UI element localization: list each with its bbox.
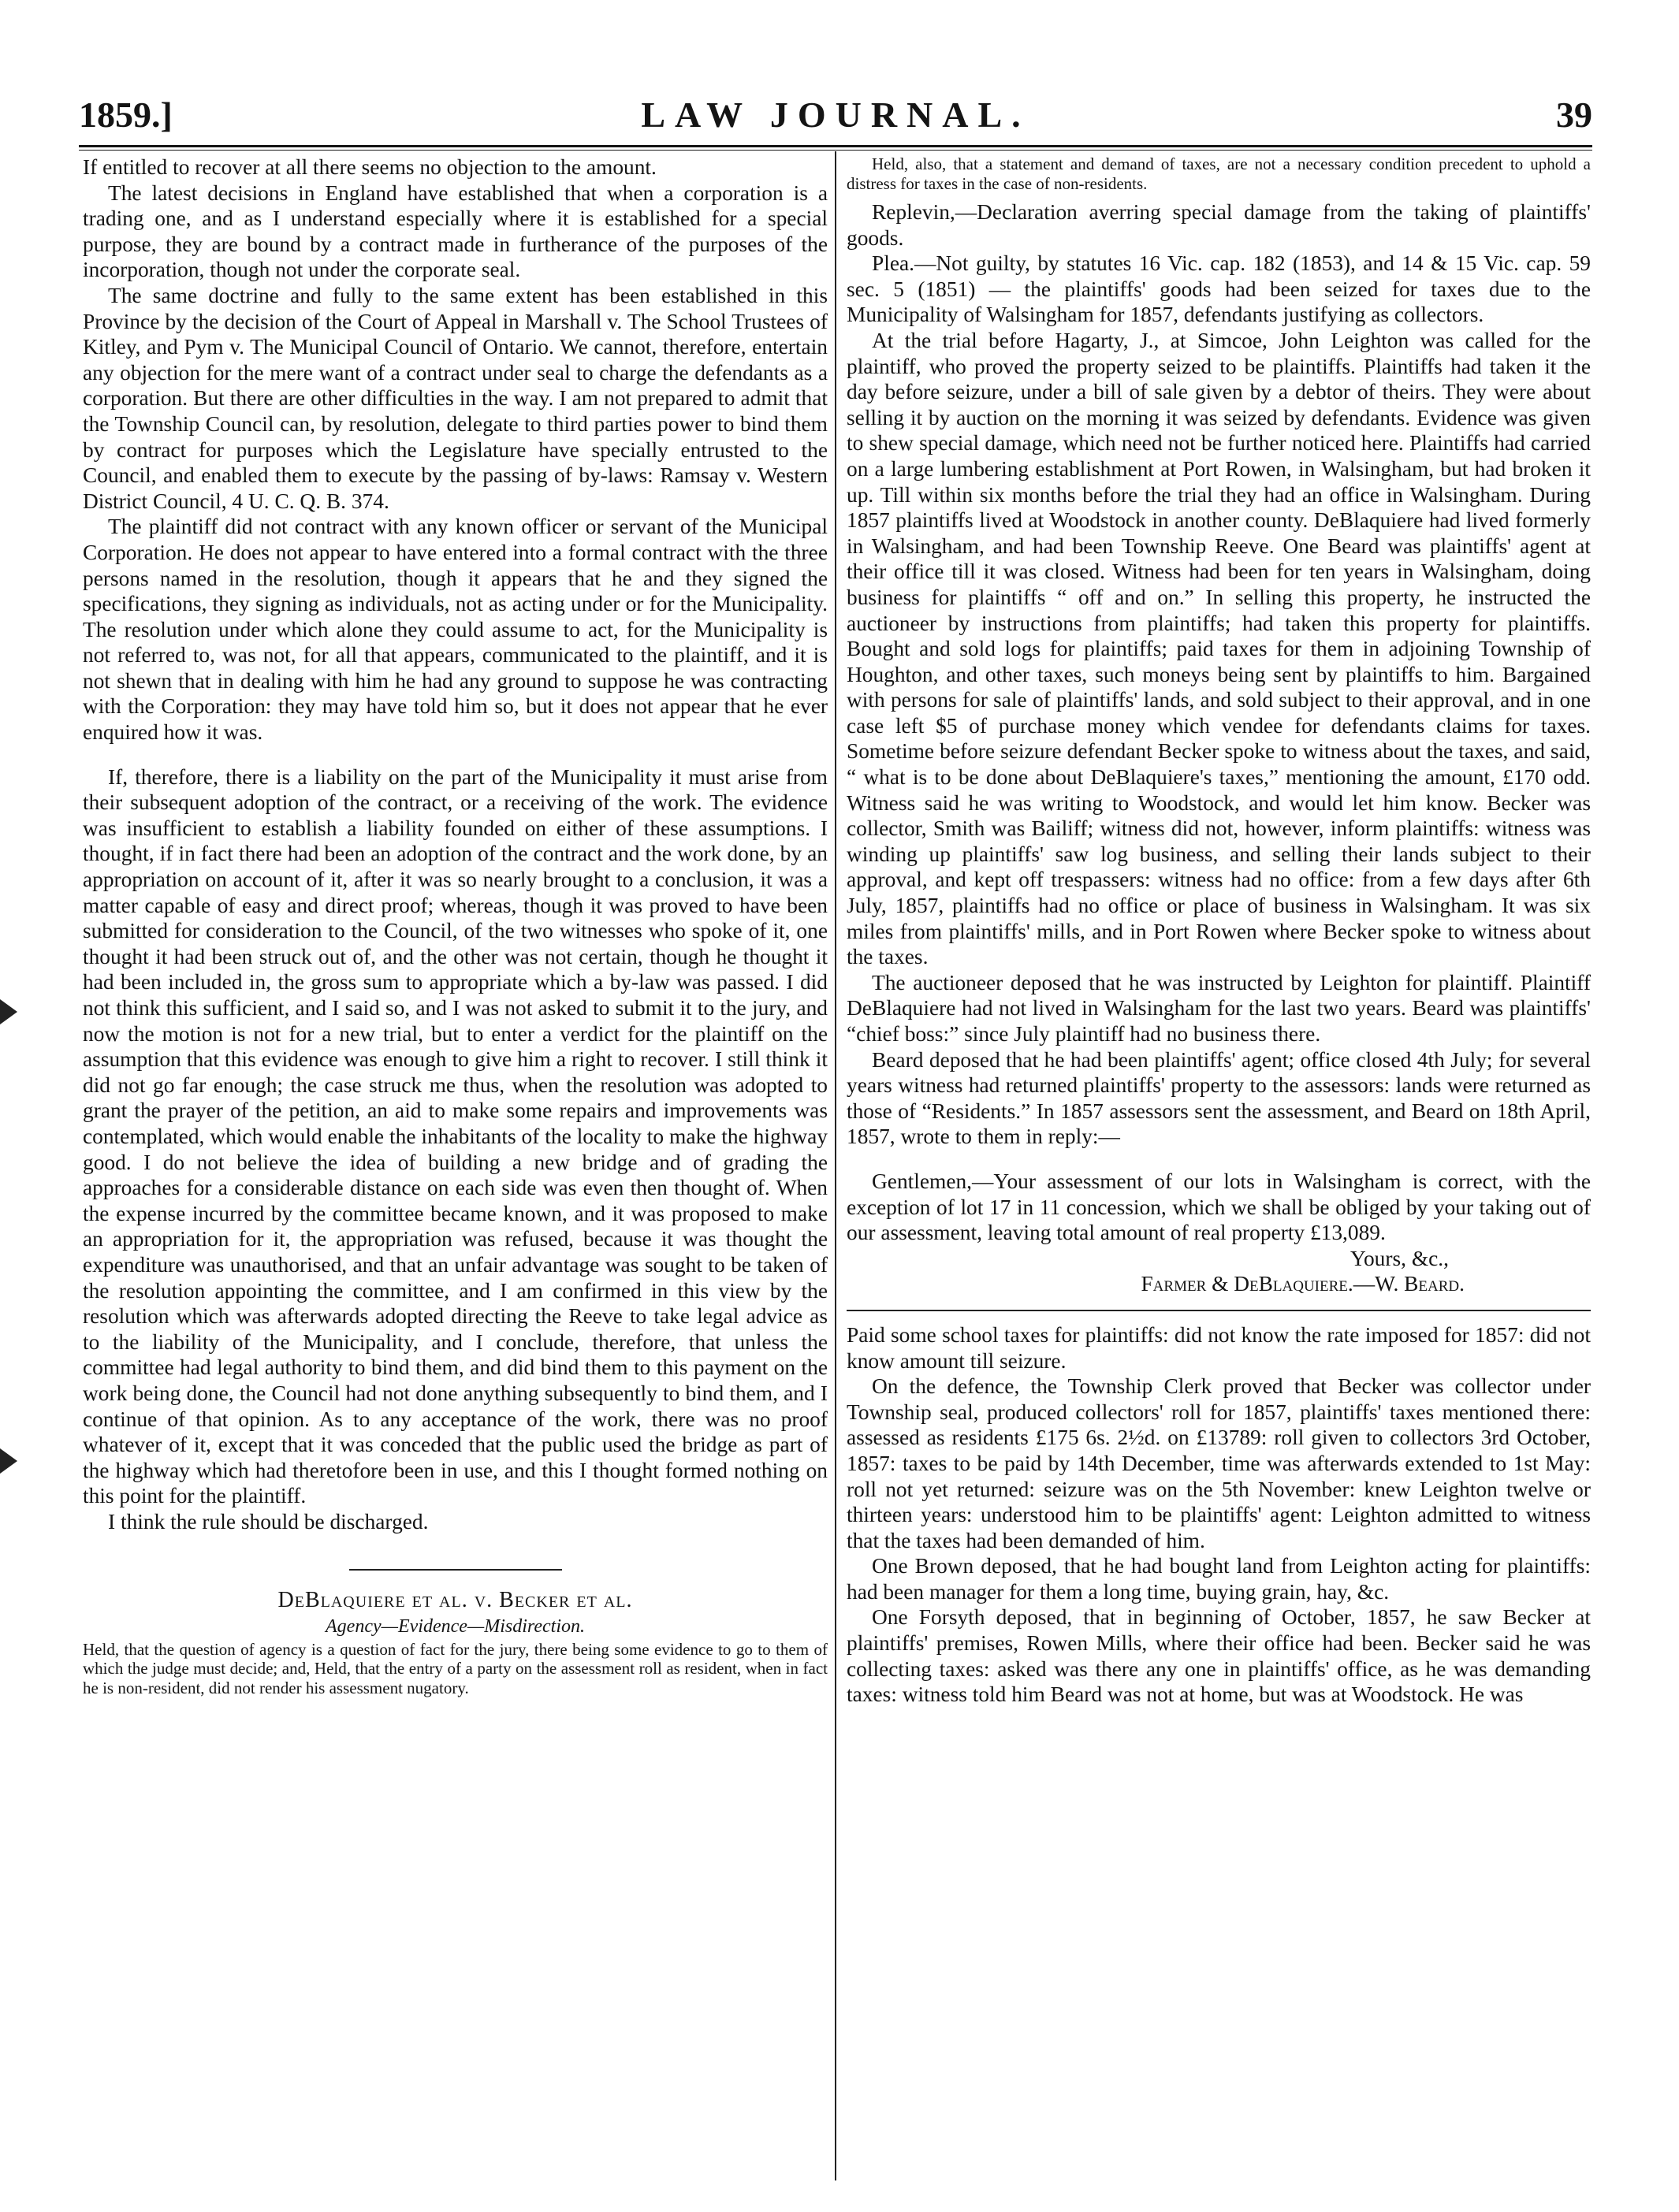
paragraph: Paid some school taxes for plaintiffs: did not know the rate imposed for 1857: did not know amount till seizure. bbox=[847, 1322, 1591, 1373]
running-header bbox=[79, 93, 1592, 140]
paragraph: On the defence, the Township Clerk proved that Becker was collector under Township seal, produced collectors' roll for 1857, plaintiffs' taxes mentioned there: assessed as residents £175 6s. 2½d. on £13789: roll given to collectors 3rd October, 1857: taxes to be paid by 14th December, time was afterwards extended to 1st May: roll not yet returned: seizure was on the 5th November: knew Leighton twelve or thirteen years: understood him to be plaintiffs' agent: Leighton admitted to witness that the taxes had been demanded of him. bbox=[847, 1374, 1591, 1552]
paragraph: Replevin,—Declaration averring special damage from the taking of plaintiffs' goods. bbox=[847, 200, 1591, 250]
scan-margin-mark bbox=[0, 1448, 17, 1474]
column-divider bbox=[835, 151, 836, 2180]
case-subtitle: Agency—Evidence—Misdirection. bbox=[326, 1616, 585, 1638]
paragraph: I think the rule should be discharged. bbox=[108, 1509, 429, 1534]
paragraph: Beard deposed that he had been plaintiffs' agent; office closed 4th July; for several years witness had returned plaintiffs' property to the assessors: lands were returned as those of “Residents.” In 1857 assessors sent the assessment, and Beard on 18th April, 1857, wrote to them in reply:— bbox=[847, 1047, 1591, 1149]
letter-rule bbox=[847, 1310, 1591, 1311]
headnote-continued: Held, also, that a statement and demand of taxes, are not a necessary condition precedent to uphold a distress for taxes in the case of non-residents. bbox=[847, 154, 1591, 193]
headnote: Held, that the question of agency is a question of fact for the jury, there being some evidence to go to them of which the judge must decide; and, Held, that the entry of a party on the assessment roll as resident, when in fact he is non-resident, did not render his assessment nugatory. bbox=[83, 1639, 828, 1697]
scan-margin-mark bbox=[0, 999, 17, 1024]
paragraph: The latest decisions in England have established that when a corporation is a trading one, and as I understand especially where it is established for a special purpose, they are bound by a contract made in furtherance of the purposes of the incorporation, though not under the corporate seal. bbox=[83, 180, 828, 282]
paragraph: Plea.—Not guilty, by statutes 16 Vic. cap. 182 (1853), and 14 & 15 Vic. cap. 59 sec. 5 (1851) — the plaintiffs' goods had been seized for taxes due to the Municipality of Walsingham for 1857, defendants justifying as collectors. bbox=[847, 251, 1591, 327]
paragraph: If entitled to recover at all there seems no objection to the amount. bbox=[83, 155, 657, 179]
letter-close: Yours, &c., bbox=[1350, 1246, 1449, 1270]
paragraph: If, therefore, there is a liability on the part of the Municipality it must arise from their subsequent adoption of the contract, or a receiving of the work. The evidence was insufficient to establish a liability founded on either of these assumptions. I thought, if in fact there had been an adoption of the contract and the work done, by an appropriation on account of it, after it was so nearly brought to a conclusion, it was a matter capable of easy and direct proof; whereas, though it was proved to have been submitted for consideration to the Council, of the two witnesses who spoke of it, one thought it had been struck out of, and the other was not certain, though he thought it had been included in, the gross sum to appropriate which a by-law was passed. I did not think this sufficient, and I said so, and I was not asked to submit it to the jury, and now the motion is not for a new trial, but to enter a verdict for the plaintiff on the assumption that this evidence was enough to give him a right to recover. I still think it did not go far enough; the case struck me thus, when the resolution was adopted to grant the prayer of the petition, an aid to make some repairs and improvements was contemplated, which would enable the inhabitants of the locality to make the highway good. I do not believe the idea of building a new bridge and of grading the approaches for a considerable distance on each side was even then thought of. When the expense incurred by the committee became known, and it was proposed to make an appropriation for it, the appropriation was refused, because it was thought the expenditure was unauthorised, and that an unfair advantage was sought to be taken of the resolution appointing the committee, and I am confirmed in this view by the resolution which was afterwards adopted directing the Reeve to take legal advice as to the liability of the Municipality, and I conclude, therefore, that unless the committee had legal authority to bind them, and did bind them to this payment on the work being done, the Council had not done anything subsequently to bind them, and I continue of that opinion. As to any acceptance of the work, there was no proof whatever of it, except that it was conceded that the public used the bridge as part of the highway which had theretofore been in use, and this I thought formed nothing on this point for the plaintiff. bbox=[83, 764, 828, 1508]
letter-body: Gentlemen,—Your assessment of our lots in Walsingham is correct, with the exception of lot 17 in 11 concession, which we shall be obliged by your taking out of our assessment, leaving total amount of real property £13,089. bbox=[847, 1169, 1591, 1245]
paragraph: At the trial before Hagarty, J., at Simcoe, John Leighton was called for the plaintiff, who proved the property seized to be plaintiffs. Plaintiffs had taken it the day before seizure, under a bill of sale given by a debtor of theirs. They were about selling it by auction on the morning it was seized by defendants. Evidence was given to shew special damage, which need not be further noticed here. Plaintiffs had carried on a large lumbering establishment at Port Rowen, in Walsingham, but had broken it up. Till within six months before the trial they had an office in Walsingham. During 1857 plaintiffs lived at Woodstock in another county. DeBlaquiere had lived formerly in Walsingham, and had been Township Reeve. One Beard was plaintiffs' agent at their office till it was closed. Witness had been for ten years in Walsingham, doing business for plaintiffs “ off and on.” In selling this property, he instructed the auctioneer by instructions from plaintiffs; had taken this property for plaintiffs. Bought and sold logs for plaintiffs; paid taxes for them in adjoining Township of Houghton, and other taxes, such moneys being sent by plaintiffs to him. Bargained with persons for sale of plaintiffs' lands, and sold subject to their approval, and in one case left $5 of purchase money which vendee for defendants claims for taxes. Sometime before seizure defendant Becker spoke to witness about the taxes, and said, “ what is to be done about DeBlaquiere's taxes,” mentioning the amount, £170 odd. Witness said he was writing to Woodstock, and would let him know. Becker was collector, Smith was Bailiff; witness did not, however, inform plaintiffs: witness was winding up plaintiffs' saw log business, and selling their lands subject to their approval, and kept off trespassers: witness had no office: from a few days after 6th July, 1857, plaintiffs had no office or place of business in Walsingham. It was six miles from plaintiffs' mills, and in Port Rowen where Becker spoke to witness about the taxes. bbox=[847, 328, 1591, 969]
header-year: 1859.] bbox=[79, 95, 173, 135]
page-number: 39 bbox=[1556, 95, 1592, 135]
right-column bbox=[847, 154, 1591, 1708]
case-title: DeBlaquiere et al. v. Becker et al. bbox=[277, 1588, 633, 1613]
section-separator bbox=[349, 1569, 562, 1571]
left-column bbox=[83, 154, 828, 1697]
paragraph: One Brown deposed, that he had bought land from Leighton acting for plaintiffs: had been manager for them a long time, buying grain, hay, &c. bbox=[847, 1554, 1591, 1604]
header-rule bbox=[79, 145, 1592, 147]
paragraph: One Forsyth deposed, that in beginning of October, 1857, he saw Becker at plaintiffs' premises, Rowen Mills, where their office had been. Becker said he was collecting taxes: asked was there any one in plaintiffs' office, as he was demanding taxes: witness told him Beard was not at home, but was at Woodstock. He was bbox=[847, 1605, 1591, 1707]
paragraph: The same doctrine and fully to the same extent has been established in this Province by the decision of the Court of Appeal in Marshall v. The School Trustees of Kitley, and Pym v. The Municipal Council of Ontario. We cannot, therefore, entertain any objection for the mere want of a contract under seal to charge the defendants as a corporation. But there are other difficulties in the way. I am not prepared to admit that the Township Council can, by resolution, delegate to third parties power to bind them by contract for purposes which the Legislature have specially entrusted to the Council, and enabled them to execute by the passing of by-laws: Ramsay v. Western District Council, 4 U. C. Q. B. 374. bbox=[83, 283, 828, 513]
header-rule-thin bbox=[79, 150, 1592, 151]
paragraph: The plaintiff did not contract with any known officer or servant of the Municipal Corporation. He does not appear to have entered into a formal contract with the three persons named in the resolution, though it appears that he and they signed the specifications, they signing as individuals, not as acting under or for the Municipality. The resolution under which alone they could assume to act, for the Municipality is not referred to, was not, for all that appears, communicated to the plaintiff, and it is not shewn that in dealing with him he had any ground to suppose he was contracting with the Corporation: they may have told him so, but it does not appear that he ever enquired how it was. bbox=[83, 515, 828, 745]
paragraph: The auctioneer deposed that he was instructed by Leighton for plaintiff. Plaintiff DeBlaquiere had not lived in Walsingham for the last two years. Beard was plaintiffs' “chief boss:” since July plaintiff had no business there. bbox=[847, 970, 1591, 1046]
letter-signature: Farmer & DeBlaquiere.—W. Beard. bbox=[1141, 1272, 1465, 1296]
journal-title: LAW JOURNAL. bbox=[641, 95, 1030, 135]
